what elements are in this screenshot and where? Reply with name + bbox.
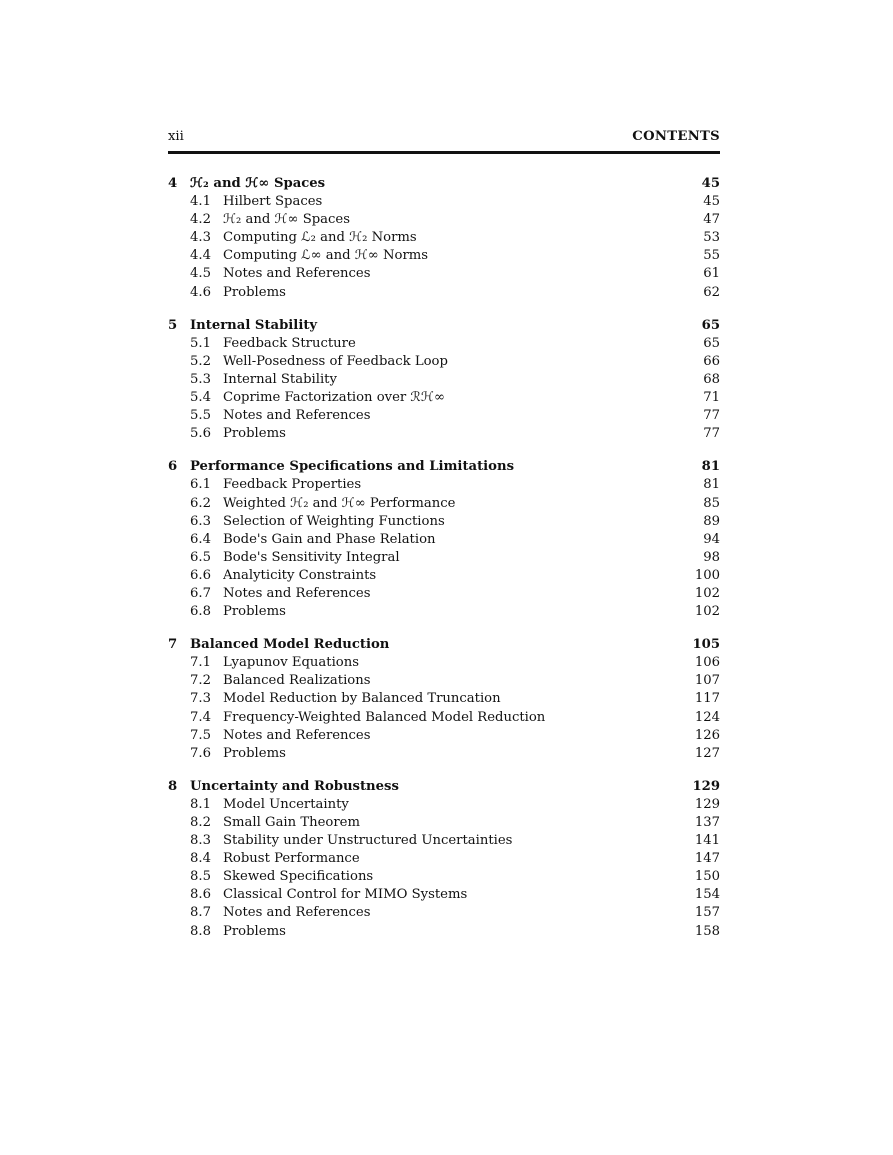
section-leader: [223, 709, 686, 727]
section-title: Model Uncertainty: [223, 797, 353, 812]
section-entry[interactable]: [168, 814, 720, 832]
chapter-title: Balanced Model Reduction: [190, 637, 390, 653]
section-entry[interactable]: [168, 513, 720, 531]
running-header: [168, 129, 720, 154]
section-number: 4.3: [190, 230, 211, 246]
section-entry[interactable]: [168, 672, 720, 690]
running-title: CONTENTS: [632, 129, 720, 144]
section-leader: [223, 193, 686, 211]
section-leader: [223, 904, 686, 922]
section-leader: [223, 690, 686, 708]
section-number: 6.3: [190, 513, 211, 529]
section-title: Notes and References: [223, 728, 375, 743]
section-leader: [223, 727, 686, 745]
section-title: Well-Posedness of Feedback Loop: [223, 354, 452, 369]
section-entry[interactable]: [168, 193, 720, 211]
section-title: Notes and References: [223, 905, 375, 920]
section-title: Hilbert Spaces: [223, 194, 326, 209]
chapter-number: 7: [168, 637, 178, 653]
section-title: Model Reduction by Balanced Truncation: [223, 691, 505, 706]
section-number: 7.3: [190, 691, 211, 707]
section-page: 71: [703, 390, 720, 406]
section-title: Balanced Realizations: [223, 673, 375, 688]
section-number: 6.4: [190, 531, 211, 547]
section-leader: [223, 549, 686, 567]
section-title: Analyticity Constraints: [223, 568, 380, 583]
section-number: 5.3: [190, 371, 211, 387]
section-page: 107: [694, 673, 720, 689]
section-number: 6.5: [190, 549, 211, 565]
table-of-contents: [168, 175, 720, 956]
section-title: Notes and References: [223, 408, 375, 423]
section-entry[interactable]: [168, 531, 720, 549]
section-leader: [223, 850, 686, 868]
section-number: 6.8: [190, 604, 211, 620]
section-number: 8.3: [190, 833, 211, 849]
chapter-page: 81: [701, 459, 720, 475]
section-entry[interactable]: [168, 923, 720, 941]
section-number: 5.4: [190, 390, 211, 406]
section-title: Bode's Sensitivity Integral: [223, 550, 404, 565]
section-entry[interactable]: [168, 567, 720, 585]
chapter-number: 8: [168, 778, 178, 794]
section-title: Notes and References: [223, 586, 375, 601]
section-page: 65: [703, 335, 720, 351]
section-page: 154: [694, 887, 720, 903]
chapter-entry[interactable]: [168, 458, 720, 476]
section-leader: [223, 796, 686, 814]
section-page: 102: [694, 585, 720, 601]
section-page: 98: [703, 549, 720, 565]
section-title: Stability under Unstructured Uncertainties: [223, 833, 516, 848]
chapter-title: Uncertainty and Robustness: [190, 778, 399, 794]
section-entry[interactable]: [168, 284, 720, 302]
section-number: 5.6: [190, 426, 211, 442]
section-entry[interactable]: [168, 904, 720, 922]
section-entry[interactable]: [168, 476, 720, 494]
section-page: 127: [694, 745, 720, 761]
chapter-block: [168, 458, 720, 621]
section-title: Robust Performance: [223, 851, 364, 866]
section-title: Feedback Properties: [223, 477, 365, 492]
section-entry[interactable]: [168, 353, 720, 371]
section-title: Computing ℒ∞ and ℋ∞ Norms: [223, 248, 432, 263]
chapter-entry[interactable]: [168, 175, 720, 193]
section-page: 126: [694, 727, 720, 743]
section-number: 6.6: [190, 567, 211, 583]
section-page: 150: [694, 869, 720, 885]
section-page: 47: [703, 212, 720, 228]
chapter-page: 129: [692, 778, 720, 794]
section-leader: [223, 407, 686, 425]
section-title: ℋ₂ and ℋ∞ Spaces: [223, 212, 354, 227]
section-leader: [223, 672, 686, 690]
chapter-number: 6: [168, 459, 178, 475]
section-leader: [223, 265, 686, 283]
section-leader: [223, 353, 686, 371]
section-number: 5.1: [190, 335, 211, 351]
chapter-title: Internal Stability: [190, 317, 318, 333]
section-leader: [223, 886, 686, 904]
section-entry[interactable]: [168, 654, 720, 672]
section-entry[interactable]: [168, 229, 720, 247]
section-entry[interactable]: [168, 709, 720, 727]
section-title: Weighted ℋ₂ and ℋ∞ Performance: [223, 496, 459, 511]
section-entry[interactable]: [168, 371, 720, 389]
section-leader: [223, 868, 686, 886]
section-title: Lyapunov Equations: [223, 655, 363, 670]
section-page: 62: [703, 284, 720, 300]
section-title: Skewed Specifications: [223, 869, 377, 884]
section-page: 141: [694, 833, 720, 849]
section-number: 6.1: [190, 477, 211, 493]
section-number: 7.5: [190, 727, 211, 743]
section-number: 5.5: [190, 408, 211, 424]
section-number: 5.2: [190, 353, 211, 369]
section-number: 4.5: [190, 266, 211, 282]
section-title: Internal Stability: [223, 372, 341, 387]
section-entry[interactable]: [168, 247, 720, 265]
chapter-block: [168, 317, 720, 444]
section-entry[interactable]: [168, 211, 720, 229]
section-page: 89: [703, 513, 720, 529]
section-page: 147: [694, 851, 720, 867]
chapter-page: 65: [701, 317, 720, 333]
section-entry[interactable]: [168, 407, 720, 425]
section-title: Frequency-Weighted Balanced Model Reduction: [223, 710, 549, 725]
chapter-title: Performance Specifications and Limitations: [190, 459, 514, 475]
chapter-title: ℋ₂ and ℋ∞ Spaces: [190, 176, 326, 191]
section-number: 8.8: [190, 923, 211, 939]
section-entry[interactable]: [168, 389, 720, 407]
section-page: 45: [703, 194, 720, 210]
section-page: 124: [694, 709, 720, 725]
section-entry[interactable]: [168, 603, 720, 621]
section-entry[interactable]: [168, 868, 720, 886]
section-page: 81: [703, 477, 720, 493]
section-page: 137: [694, 815, 720, 830]
section-page: 77: [703, 426, 720, 442]
section-title: Problems: [223, 924, 290, 939]
section-leader: [223, 284, 686, 302]
section-leader: [223, 425, 686, 443]
section-number: 7.4: [190, 709, 211, 725]
section-entry[interactable]: [168, 549, 720, 567]
section-title: Feedback Structure: [223, 336, 360, 351]
section-title: Bode's Gain and Phase Relation: [223, 532, 440, 547]
section-entry[interactable]: [168, 745, 720, 763]
section-leader: [223, 335, 686, 353]
section-entry[interactable]: [168, 335, 720, 353]
section-number: 8.6: [190, 887, 211, 903]
section-leader: [223, 745, 686, 763]
section-leader: [223, 531, 686, 549]
section-page: 53: [703, 230, 720, 246]
section-page: 100: [694, 567, 720, 583]
section-number: 8.7: [190, 905, 211, 921]
section-title: Selection of Weighting Functions: [223, 514, 449, 529]
section-number: 4.1: [190, 194, 211, 210]
section-leader: [223, 513, 686, 531]
section-entry[interactable]: [168, 850, 720, 868]
chapter-block: [168, 175, 720, 302]
section-entry[interactable]: [168, 886, 720, 904]
section-entry[interactable]: [168, 727, 720, 745]
section-title: Notes and References: [223, 266, 375, 281]
section-page: 55: [703, 248, 720, 264]
section-leader: [223, 567, 686, 585]
section-number: 4.2: [190, 212, 211, 228]
section-page: 85: [703, 495, 720, 511]
section-number: 8.4: [190, 851, 211, 867]
section-page: 157: [694, 905, 720, 921]
section-title: Problems: [223, 285, 290, 300]
section-leader: [223, 495, 686, 513]
section-entry[interactable]: [168, 796, 720, 814]
chapter-entry[interactable]: [168, 778, 720, 796]
chapter-block: [168, 778, 720, 941]
section-page: 106: [694, 655, 720, 671]
chapter-block: [168, 636, 720, 763]
section-leader: [223, 654, 686, 672]
section-page: 68: [703, 371, 720, 387]
section-entry[interactable]: [168, 425, 720, 443]
section-leader: [223, 585, 686, 603]
section-number: 8.1: [190, 796, 211, 812]
chapter-number: 5: [168, 317, 178, 333]
section-page: 66: [703, 353, 720, 369]
chapter-page: 105: [692, 637, 720, 653]
chapter-page: 45: [701, 176, 720, 191]
chapter-entry[interactable]: [168, 636, 720, 654]
section-leader: [223, 476, 686, 494]
section-number: 4.4: [190, 248, 211, 264]
section-page: 77: [703, 408, 720, 424]
section-title: Classical Control for MIMO Systems: [223, 887, 471, 902]
section-leader: [223, 923, 686, 941]
section-page: 117: [694, 691, 720, 707]
section-title: Computing ℒ₂ and ℋ₂ Norms: [223, 230, 421, 245]
section-number: 6.7: [190, 585, 211, 601]
section-number: 4.6: [190, 284, 211, 300]
section-leader: [223, 832, 686, 850]
section-number: 7.6: [190, 745, 211, 761]
page-number: xii: [168, 129, 184, 144]
section-page: 61: [703, 266, 720, 282]
section-number: 8.2: [190, 815, 211, 830]
section-title: Problems: [223, 426, 290, 441]
section-leader: [223, 229, 686, 247]
section-entry[interactable]: [168, 690, 720, 708]
section-leader: [223, 371, 686, 389]
section-number: 8.5: [190, 869, 211, 885]
section-title: Coprime Factorization over ℛℋ∞: [223, 390, 449, 405]
section-title: Small Gain Theorem: [223, 815, 364, 830]
chapter-number: 4: [168, 176, 178, 191]
section-leader: [223, 247, 686, 265]
section-number: 7.2: [190, 673, 211, 689]
section-entry[interactable]: [168, 832, 720, 850]
section-page: 94: [703, 531, 720, 547]
section-leader: [223, 211, 686, 229]
section-page: 102: [694, 604, 720, 620]
section-entry[interactable]: [168, 495, 720, 513]
section-page: 129: [694, 796, 720, 812]
section-title: Problems: [223, 604, 290, 619]
section-leader: [223, 814, 686, 832]
section-number: 7.1: [190, 655, 211, 671]
section-leader: [223, 389, 686, 407]
section-leader: [223, 603, 686, 621]
section-page: 158: [694, 923, 720, 939]
section-number: 6.2: [190, 495, 211, 511]
section-entry[interactable]: [168, 585, 720, 603]
section-entry[interactable]: [168, 265, 720, 283]
section-title: Problems: [223, 746, 290, 761]
chapter-entry[interactable]: [168, 317, 720, 335]
